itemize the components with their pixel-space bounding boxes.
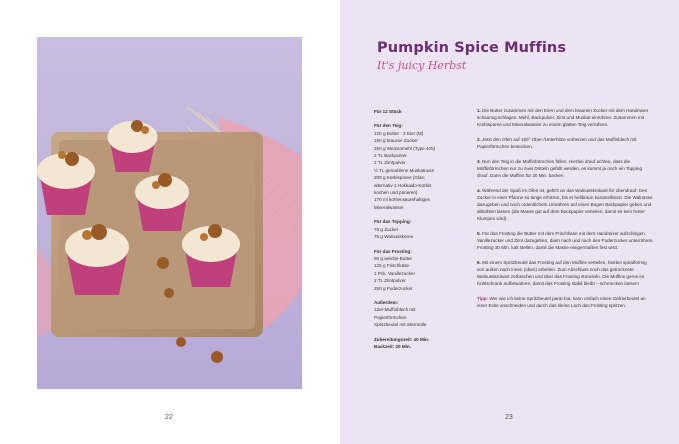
ingredient-item: 170 ml kohlensäurehaltiges [374,197,430,203]
recipe-subtitle: It's juicy Herbst [377,59,467,72]
instruction-step [477,259,655,288]
ingredient-item: 60 g weiche Butter [374,255,413,261]
instructions-column [477,107,655,317]
ingredient-item: 250 g Weizenmehl (Type 405) [374,145,436,151]
muffin [108,120,158,172]
muffin [37,151,95,215]
ingredient-item: 2 TL Zimtpulver [374,160,406,166]
instruction-step [477,136,655,150]
ingredient-item: 2 TL Zimtpulver [374,278,406,284]
instruction-step [477,187,655,223]
yield-label: Für 12 Stück [374,109,402,114]
tip-label: Tipp: [477,295,490,301]
ingredient-item: 12er-Muffinblech mit [374,307,416,313]
ingredient-item: ½ TL gemahlene Muskatnuss [374,167,435,173]
step-text: Nun den Teig in die Muffinförmchen füllen. Hierbei drauf achten, dass die Muffinförmchen nur zu zwei Dritteln gefüllt werden, es kommt ja noch ein Topping drauf. Dann die Muffins für 20 Min. backen. [477,158,643,179]
tip-paragraph [477,295,655,309]
step-number: 4. [477,187,483,193]
muffin [182,224,240,287]
ingredient-item: Papierförmchen [374,314,407,320]
recipe-photo [37,37,302,389]
right-page [340,0,679,444]
ingredient-item: 250 g Puderzucker [374,285,413,291]
ingredient-item: 1 Pck. Vanillezucker [374,270,416,276]
instruction-step [477,107,655,129]
step-number: 1. [477,108,483,113]
ingredient-item: 120 g Butter · 2 Eier (M) [374,130,424,136]
extras-heading: Außerdem: [374,299,399,305]
step-number: 5. [477,230,483,236]
ingredients-column [374,108,466,350]
ingredient-item: Spritzbeutel mit Sterntülle [374,322,427,328]
ingredient-item: alternativ 1 Hokkaido-Kürbis [374,182,432,188]
step-number: 2. [477,136,483,142]
ingredient-item: 2 TL Backpulver [374,153,407,159]
frosting-heading: Für das Frosting: [374,248,412,254]
muffins-illustration [37,37,302,389]
ingredient-item: kochen und pürieren) [374,190,418,196]
dough-heading: Für den Teig: [374,123,403,129]
step-number: 6. [477,259,483,265]
step-text: Mit einem Spritzbeutel das Frosting auf den Muffins verteilen, hierbei spiralförmig von außen nach innen (oben) arbeiten. Zum Abschluss noch das getrocknete Walnusskrokant zerbrechen und über das Frosting streuseln. Die Muffins gerne im Kühlschrank aufbewahren, damit das Frosting stabil bleibt – schmecken lassen! [477,259,647,287]
step-text: Für das Frosting die Butter mit dem Frischkäse mit dem Handmixer aufschlagen. Vanillezucker und Zimt dazugeben, dann nach und nach den Puderzucker unterrühren. Frosting 30 Min. kalt stellen, damit die Masse einigermaßen fest wird. [477,230,654,251]
step-text: Während der Spaß im Ofen ist, geht's an das Walnusskrokant für obendrauf: Den Zucker in einer Pfanne so lange erhitzen, bis er hellbraun karamellisiert. Die Walnüsse dazugeben und noch ordentlichem Umrühren auf einen Bogen Backpapier geben und abkühlen lassen (die Masse gut auf dem Backpapier verteilen, damit es kein fester Klumpen wird). [477,187,653,222]
dough-list [374,130,466,211]
recipe-title: Pumpkin Spice Muffins [377,40,567,56]
instruction-step [477,230,655,252]
prep-time: Zubereitungszeit: 40 Min. [374,336,430,342]
ingredient-item: 180 g brauner Zucker [374,138,418,144]
ingredient-item: 125 g Frischkäse [374,263,409,269]
frosting-list [374,255,466,292]
instruction-step [477,158,655,180]
extras-list [374,306,466,328]
bake-time: Backzeit: 20 Min. [374,343,412,349]
topping-heading: Für das Topping: [374,219,412,225]
tip-text: Wer wie ich keine Spritzbeutel parat hat, kann einfach einen Gefrierbeutel an einer Ecke anschneiden und durch das kleine Loch das Frosting spritzen. [477,295,646,309]
step-number: 3. [477,158,483,164]
ingredient-item: Mineralwasser [374,204,404,210]
step-text: Die Butter zusammen mit den Eiern und dem braunen Zucker mit dem Handmixer schaumig schlagen. Mehl, Backpulver, Zimt und Muskat einrühren. Zusammen mit Kürbispüree und Mineralwasser zu einem glatten Teig verrühren. [477,108,649,128]
ingredient-item: 75 g Zucker [374,226,399,232]
step-text: Jetzt den Ofen auf 180° Ober-/Unterhitze vorheizen und das Muffinblech mit Papierförmchen bestücken. [477,136,637,150]
topping-list [374,226,466,241]
muffin [135,173,189,231]
ingredient-item: 200 g Kürbispüree (Glas; [374,175,426,181]
page-number: 23 [505,414,513,421]
ingredient-item: 75 g Walnusskerne [374,234,414,240]
page-number: 22 [165,414,173,421]
muffin [65,224,129,295]
